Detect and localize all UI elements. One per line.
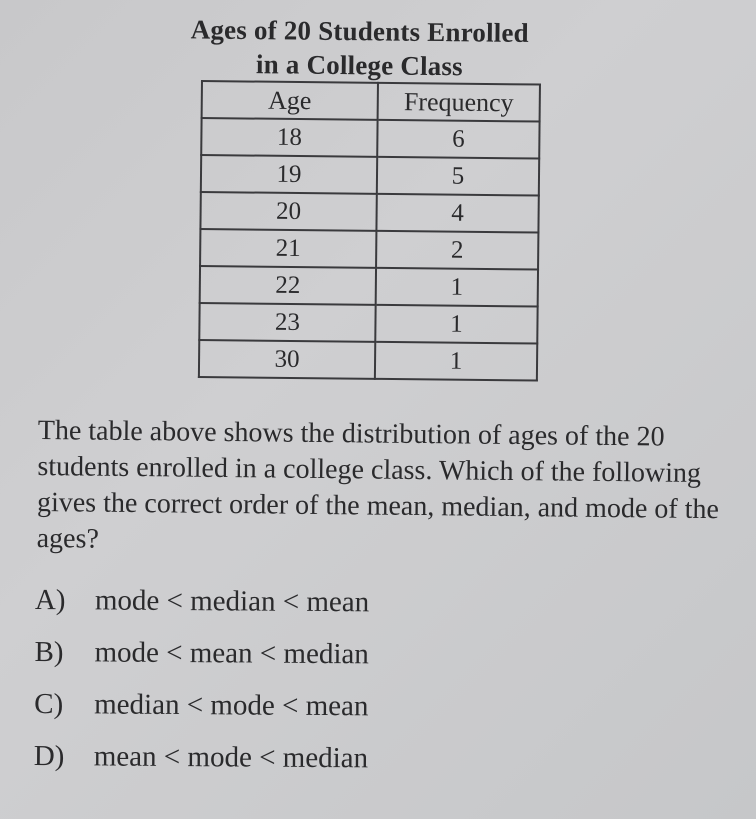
table-row (200, 192, 538, 233)
frequency-cell: 6 (377, 120, 539, 159)
option-d[interactable] (34, 740, 734, 797)
age-header: Age (202, 81, 378, 120)
table-row (200, 229, 538, 270)
option-letter: A) (34, 584, 66, 617)
table-title (149, 12, 570, 84)
table-title-line-1: Ages of 20 Students Enrolled (190, 14, 530, 48)
table-header-row (202, 81, 540, 122)
table-row (199, 340, 537, 381)
frequency-header: Frequency (378, 83, 540, 122)
table-row (201, 118, 539, 159)
age-cell: 23 (199, 303, 375, 342)
frequency-cell: 2 (376, 231, 538, 270)
table-title-line-2: in a College Class (255, 49, 464, 82)
age-cell: 19 (201, 155, 377, 194)
option-a[interactable] (35, 584, 735, 641)
frequency-cell: 4 (376, 194, 538, 233)
frequency-cell: 1 (375, 342, 537, 381)
frequency-cell: 1 (375, 305, 537, 344)
option-letter: B) (34, 635, 64, 669)
age-cell: 18 (201, 118, 377, 157)
option-text: mode < median < mean (94, 584, 370, 619)
answer-options (34, 584, 735, 797)
age-cell: 22 (200, 266, 376, 305)
frequency-cell: 1 (376, 268, 538, 307)
frequency-table (198, 80, 541, 382)
table-row (200, 266, 538, 307)
option-letter: D) (33, 739, 65, 773)
age-cell: 20 (200, 192, 376, 231)
age-frequency-table (198, 80, 541, 382)
frequency-cell: 5 (377, 157, 539, 196)
table-row (199, 303, 537, 344)
table-row (201, 155, 539, 196)
age-cell: 30 (199, 340, 375, 379)
age-cell: 21 (200, 229, 376, 268)
option-b[interactable] (34, 636, 734, 693)
option-text: mode < mean < median (94, 636, 369, 671)
option-text: median < mode < mean (94, 688, 369, 723)
option-text: mean < mode < median (93, 740, 369, 775)
question-text: The table above shows the distribution of ages of the 20 students enrolled in a college class. Which of the following gives the correct order of the mean, median, and mode of the ages? (36, 414, 720, 555)
option-letter: C) (34, 687, 64, 721)
option-c[interactable] (34, 688, 734, 745)
